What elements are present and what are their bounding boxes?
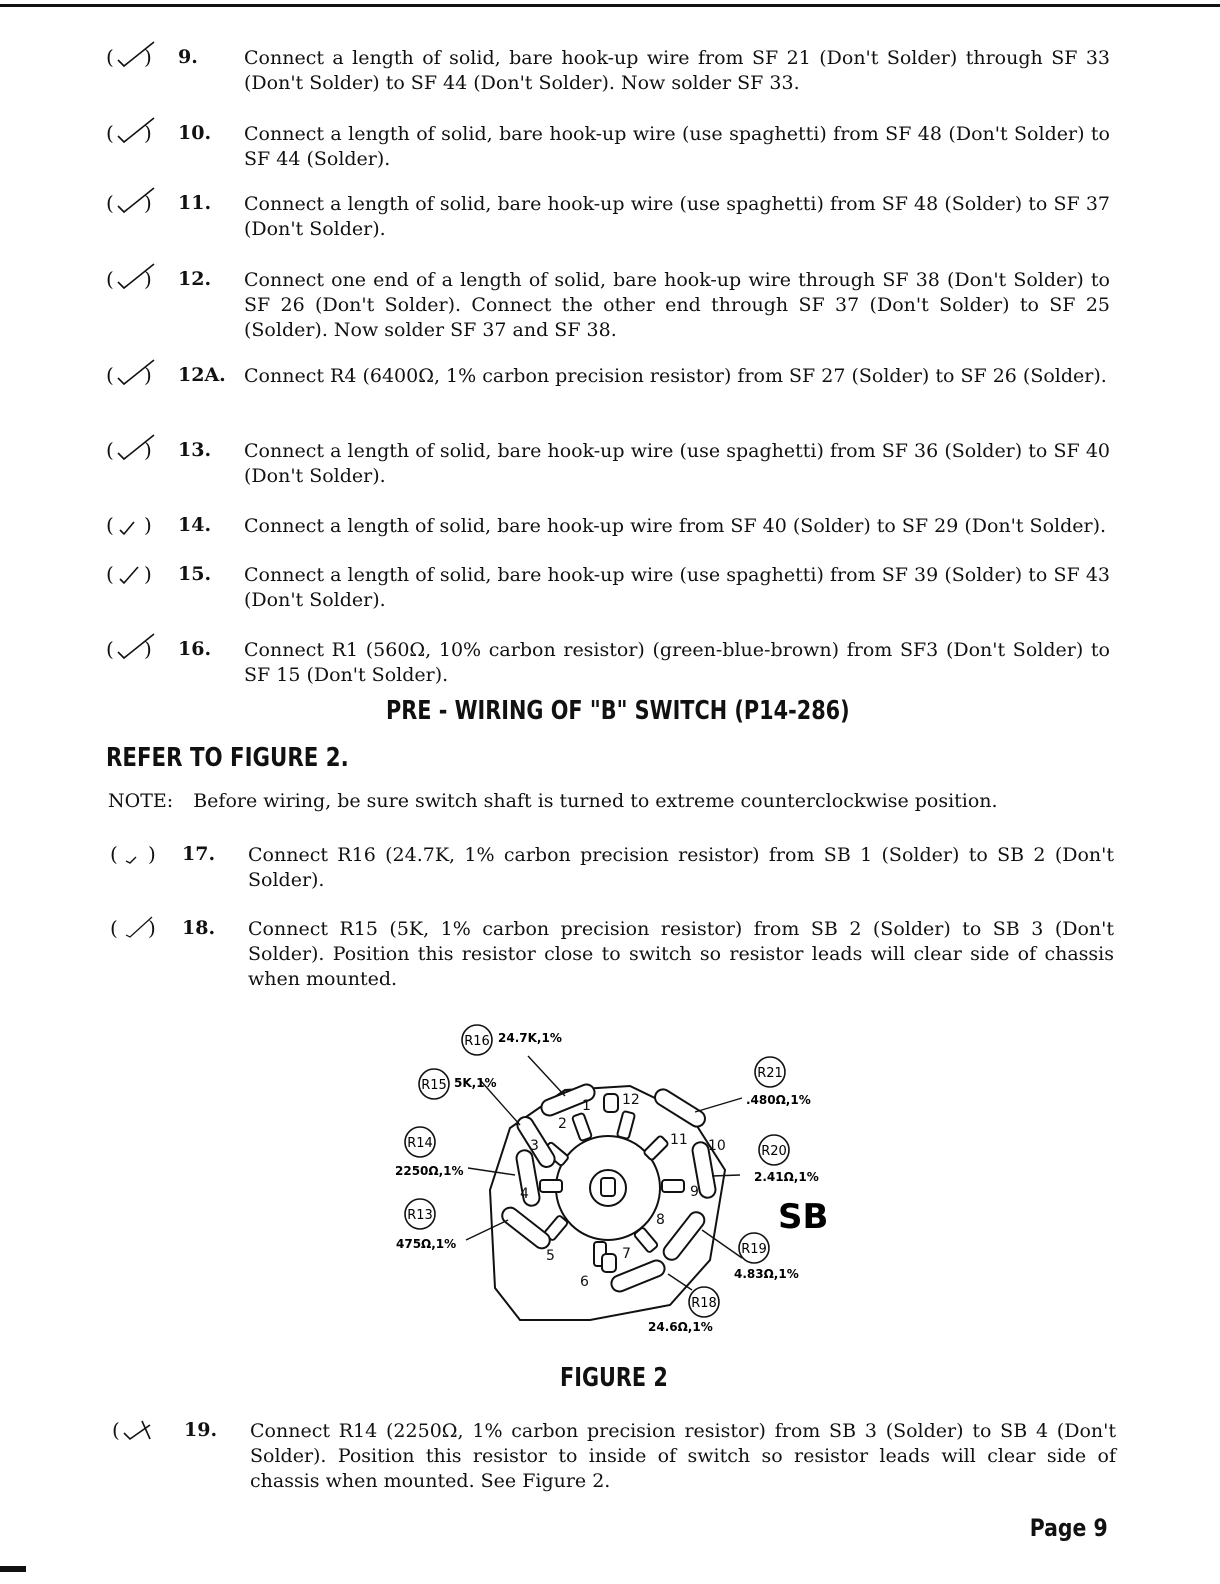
step-number: 11. bbox=[178, 192, 212, 214]
r19-value: 4.83Ω,1% bbox=[734, 1267, 799, 1281]
checkmark-icon bbox=[104, 38, 174, 74]
resistor-callout-r19 bbox=[734, 1233, 799, 1281]
checkmark-icon bbox=[104, 630, 174, 666]
checkmark-icon bbox=[110, 1411, 180, 1447]
checkmark-icon bbox=[104, 506, 174, 542]
step-number: 18. bbox=[182, 917, 216, 939]
corner-mark bbox=[0, 1566, 26, 1572]
svg-text:): ) bbox=[144, 121, 152, 145]
terminal-6: 6 bbox=[580, 1274, 589, 1290]
terminal-4: 4 bbox=[520, 1186, 529, 1202]
terminal-11: 11 bbox=[670, 1132, 688, 1148]
note-label: NOTE: bbox=[108, 790, 174, 812]
checkmark-icon bbox=[104, 431, 174, 467]
checkmark-icon bbox=[108, 835, 178, 871]
step-number: 15. bbox=[178, 563, 212, 585]
svg-text:(: ( bbox=[106, 363, 114, 387]
terminal-3: 3 bbox=[530, 1138, 539, 1154]
svg-text:(: ( bbox=[106, 191, 114, 215]
r16-value: 24.7K,1% bbox=[498, 1031, 562, 1045]
step-text: Connect R16 (24.7K, 1% carbon precision resistor) from SB 1 (Solder) to SB 2 (Don't Solder). bbox=[248, 844, 1114, 891]
r16-label: R16 bbox=[464, 1034, 490, 1049]
terminal-10: 10 bbox=[708, 1138, 726, 1154]
switch-label-sb: SB bbox=[778, 1197, 829, 1237]
note bbox=[108, 790, 998, 812]
terminal-5: 5 bbox=[546, 1248, 555, 1264]
resistor-callout-r21 bbox=[746, 1057, 811, 1107]
r19-label: R19 bbox=[741, 1242, 767, 1257]
resistor-callout-r20 bbox=[754, 1135, 819, 1184]
step-text: Connect a length of solid, bare hook-up wire (use spaghetti) from SF 48 (Solder) to SF 37 (Don't Solder). bbox=[244, 193, 1110, 240]
svg-text:(: ( bbox=[110, 842, 118, 866]
r15-label: R15 bbox=[421, 1078, 447, 1093]
svg-text:): ) bbox=[144, 637, 152, 661]
step-number: 14. bbox=[178, 514, 212, 536]
r20-value: 2.41Ω,1% bbox=[754, 1170, 819, 1184]
step-number: 9. bbox=[178, 46, 198, 68]
svg-text:): ) bbox=[144, 513, 152, 537]
page-number: Page 9 bbox=[1030, 1514, 1108, 1542]
r21-value: .480Ω,1% bbox=[746, 1093, 811, 1107]
svg-text:(: ( bbox=[106, 267, 114, 291]
resistor-callout-r13 bbox=[396, 1199, 456, 1251]
checkmark-icon bbox=[104, 114, 174, 150]
step-text: Connect a length of solid, bare hook-up wire from SF 21 (Don't Solder) through SF 33 (Don't Solder) to SF 44 (Don't Solder). Now solder SF 33. bbox=[244, 47, 1110, 94]
r13-value: 475Ω,1% bbox=[396, 1237, 457, 1251]
step-text: Connect one end of a length of solid, bare hook-up wire through SF 38 (Don't Solder) to SF 26 (Don't Solder). Connect the other end through SF 37 (Don't Solder) to SF 25 (Solder). Now solder SF 37 and SF 38. bbox=[244, 269, 1110, 341]
step-text: Connect a length of solid, bare hook-up wire (use spaghetti) from SF 36 (Solder) to SF 40 (Don't Solder). bbox=[244, 440, 1110, 487]
r13-label: R13 bbox=[407, 1208, 433, 1223]
svg-text:(: ( bbox=[106, 513, 114, 537]
checkmark-icon bbox=[108, 909, 178, 945]
svg-text:(: ( bbox=[112, 1418, 120, 1442]
refer-heading: REFER TO FIGURE 2. bbox=[106, 743, 349, 773]
r20-label: R20 bbox=[761, 1144, 787, 1159]
section-title: PRE - WIRING OF "B" SWITCH (P14-286) bbox=[386, 696, 850, 726]
svg-text:): ) bbox=[148, 916, 156, 940]
step-number: 19. bbox=[184, 1419, 218, 1441]
resistor-callout-r14 bbox=[395, 1127, 464, 1178]
svg-text:(: ( bbox=[106, 438, 114, 462]
figure-caption: FIGURE 2 bbox=[560, 1363, 668, 1393]
svg-text:): ) bbox=[144, 438, 152, 462]
resistor-callout-r15 bbox=[419, 1069, 497, 1099]
svg-text:(: ( bbox=[110, 916, 118, 940]
step-number: 10. bbox=[178, 122, 212, 144]
svg-text:(: ( bbox=[106, 562, 114, 586]
svg-text:): ) bbox=[144, 562, 152, 586]
checkmark-icon bbox=[104, 356, 174, 392]
terminal-7: 7 bbox=[622, 1246, 631, 1262]
svg-text:): ) bbox=[144, 267, 152, 291]
step-text: Connect a length of solid, bare hook-up wire (use spaghetti) from SF 39 (Solder) to SF 43 (Don't Solder). bbox=[244, 564, 1110, 611]
step-number: 17. bbox=[182, 843, 216, 865]
checkmark-icon bbox=[104, 184, 174, 220]
terminal-12: 12 bbox=[622, 1092, 640, 1108]
checkmark-icon bbox=[104, 260, 174, 296]
svg-text:): ) bbox=[144, 191, 152, 215]
step-text: Connect a length of solid, bare hook-up wire from SF 40 (Solder) to SF 29 (Don't Solder). bbox=[244, 515, 1107, 537]
svg-text:(: ( bbox=[106, 45, 114, 69]
step-number: 16. bbox=[178, 638, 212, 660]
step-text: Connect a length of solid, bare hook-up wire (use spaghetti) from SF 48 (Don't Solder) to SF 44 (Solder). bbox=[244, 123, 1110, 170]
r18-label: R18 bbox=[691, 1296, 717, 1311]
checkmark-icon bbox=[104, 555, 174, 591]
svg-text:(: ( bbox=[106, 637, 114, 661]
r21-label: R21 bbox=[757, 1066, 783, 1081]
r14-label: R14 bbox=[407, 1136, 433, 1151]
resistor-callout-r16 bbox=[462, 1025, 562, 1055]
svg-text:(: ( bbox=[106, 121, 114, 145]
step-text: Connect R15 (5K, 1% carbon precision resistor) from SB 2 (Solder) to SB 3 (Don't Solder). Position this resistor close to switch so resistor leads will clear side of chassis when mounted. bbox=[248, 918, 1114, 990]
figure-2-switch-diagram bbox=[380, 1020, 840, 1340]
r14-value: 2250Ω,1% bbox=[395, 1164, 464, 1178]
step-number: 12A. bbox=[178, 364, 226, 386]
note-text: Before wiring, be sure switch shaft is turned to extreme counterclockwise position. bbox=[193, 790, 998, 812]
svg-text:): ) bbox=[144, 45, 152, 69]
terminal-2: 2 bbox=[558, 1116, 567, 1132]
top-rule bbox=[0, 4, 1220, 7]
step-text: Connect R4 (6400Ω, 1% carbon precision resistor) from SF 27 (Solder) to SF 26 (Solder). bbox=[244, 365, 1107, 387]
r15-value: 5K,1% bbox=[454, 1076, 497, 1090]
step-number: 12. bbox=[178, 268, 212, 290]
step-number: 13. bbox=[178, 439, 212, 461]
svg-text:): ) bbox=[144, 363, 152, 387]
terminal-8: 8 bbox=[656, 1212, 665, 1228]
step-text: Connect R14 (2250Ω, 1% carbon precision resistor) from SB 3 (Solder) to SB 4 (Don't Solder). Position this resistor to inside of switch so resistor leads will clear side of chassis when mounted. See Figure 2. bbox=[250, 1420, 1116, 1492]
r18-value: 24.6Ω,1% bbox=[648, 1320, 713, 1334]
terminal-9: 9 bbox=[690, 1184, 699, 1200]
svg-text:): ) bbox=[148, 842, 156, 866]
terminal-1: 1 bbox=[582, 1098, 591, 1114]
step-text: Connect R1 (560Ω, 10% carbon resistor) (green-blue-brown) from SF3 (Don't Solder) to SF 15 (Don't Solder). bbox=[244, 639, 1110, 686]
